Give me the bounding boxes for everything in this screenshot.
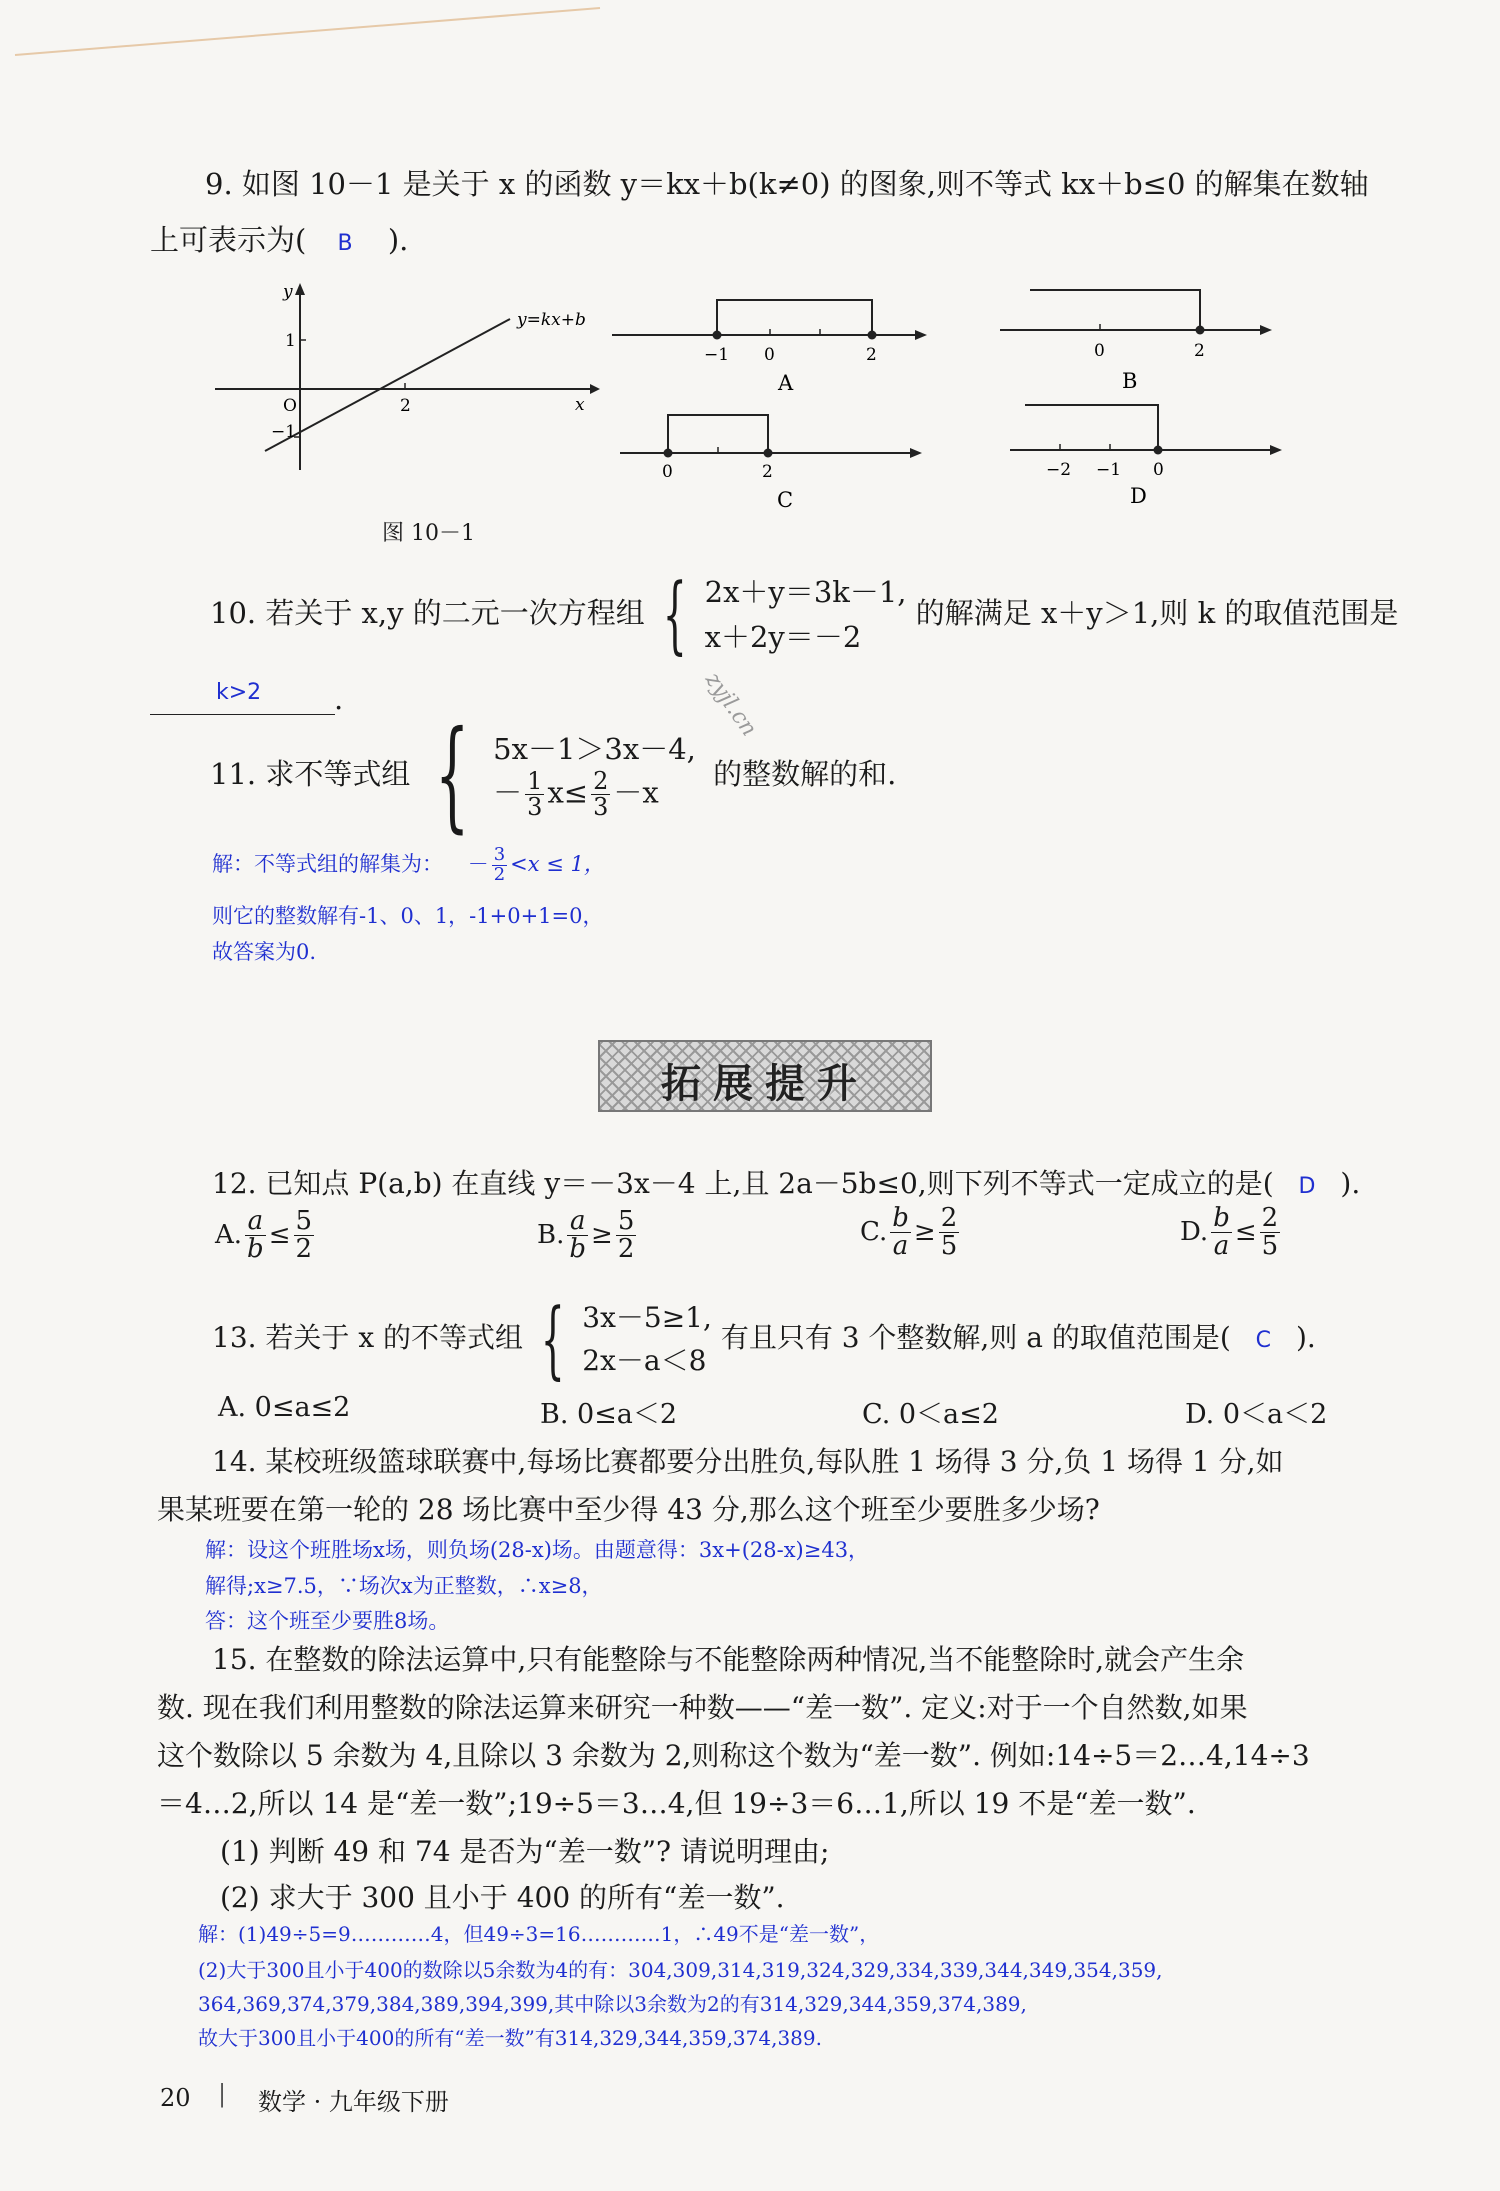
q12-opt-c-den2: 5 [940, 1231, 958, 1262]
q10-eq2: x＋2y＝－2 [704, 619, 862, 654]
q9-line2 [150, 218, 408, 259]
footer-separator: | [218, 2080, 227, 2108]
q15-part2: (2) 求大于 300 且小于 400 的所有“差一数”. [220, 1881, 785, 1914]
q12-opt-b-frac1 [567, 1208, 588, 1264]
q11-minus: － [493, 775, 523, 810]
q12-opt-a-num2: 5 [295, 1206, 313, 1236]
graph-origin: O [283, 396, 297, 416]
q12-opt-a-den: b [247, 1234, 264, 1265]
q12-opt-d-den: a [1213, 1231, 1230, 1262]
graph-line-label: y=kx+b [517, 310, 586, 330]
watermark: zyjl.cn [699, 668, 762, 741]
option-d-tick-neg1: −1 [1096, 460, 1122, 480]
q11-frac1-num: 1 [527, 767, 543, 796]
q12-pre: 12. 已知点 P(a,b) 在直线 y＝－3x－4 上,且 2a－5b≤0,则下列不等式一定成立的是( [212, 1167, 1274, 1200]
q12-opt-c-den: a [892, 1231, 909, 1262]
q12-opt-d-num2: 2 [1261, 1203, 1279, 1233]
q12-opt-d-den2: 5 [1261, 1231, 1279, 1262]
option-b-numberline [1000, 280, 1280, 395]
q11-sol-minus: － [467, 851, 489, 876]
q11-end: －x [613, 775, 659, 810]
q12-opt-a-frac2 [294, 1208, 315, 1264]
q12-opt-c-op: ≥ [913, 1216, 936, 1247]
graph-line-y-kx-b [265, 319, 510, 451]
q12-opt-a-op: ≤ [268, 1219, 291, 1250]
q11-brace: { [434, 706, 469, 845]
q13-post: 有且只有 3 个整数解,则 a 的取值范围是( [720, 1320, 1231, 1354]
q12-opt-b-den2: 2 [617, 1234, 635, 1265]
option-a-numberline [612, 290, 932, 405]
option-a-tick-0: 0 [764, 345, 775, 365]
q12-opt-d-frac2 [1260, 1205, 1281, 1261]
q12-option-a [215, 1208, 317, 1264]
q12-opt-a-label: A. [215, 1219, 243, 1250]
figure-caption: 图 10－1 [382, 521, 475, 546]
option-d-label: D [1130, 484, 1147, 508]
q14-line2: 果某班要在第一轮的 28 场比赛中至少得 43 分,那么这个班至少要胜多少场? [157, 1493, 1100, 1526]
q11-solution-line3: 故答案为0. [212, 940, 317, 964]
q13-brace: { [540, 1289, 565, 1388]
q11-sol-frac [492, 846, 507, 885]
q12-opt-b-frac2 [616, 1208, 637, 1264]
q11-sol-frac-num: 3 [493, 844, 506, 865]
q13-answer: C [1255, 1327, 1272, 1353]
q13-option-d: D. 0＜a＜2 [1185, 1399, 1328, 1430]
q13-line [212, 1289, 1316, 1388]
q12-opt-c-label: C. [860, 1216, 888, 1247]
q15-part1: (1) 判断 49 和 74 是否为“差一数”? 请说明理由; [220, 1835, 830, 1868]
book-title: 数学 · 九年级下册 [258, 2088, 449, 2116]
option-a-tick-neg1: −1 [704, 345, 730, 365]
q15-solution-line1: 解：(1)49÷5=9…………4，但49÷3=16…………1，∴49不是“差一数”， [198, 1922, 880, 1946]
q11-frac-1-3 [525, 769, 544, 820]
q11-frac-2-3 [591, 769, 610, 820]
q10-answer-blank [150, 678, 335, 715]
q12-opt-c-num2: 2 [940, 1203, 958, 1233]
q12-opt-d-frac1 [1211, 1205, 1232, 1261]
q12-opt-b-label: B. [537, 1219, 565, 1250]
q14-solution-line1: 解：设这个班胜场x场，则负场(28-x)场。由题意得：3x+(28-x)≥43， [205, 1538, 870, 1562]
q12-opt-b-num: a [567, 1208, 588, 1236]
q13-end: ). [1295, 1320, 1316, 1354]
option-d-tick-0: 0 [1153, 460, 1164, 480]
q9-line1: 9. 如图 10－1 是关于 x 的函数 y＝kx＋b(k≠0) 的图象,则不等式 kx＋b≤0 的解集在数轴 [205, 167, 1369, 201]
option-d-tick-neg2: −2 [1046, 460, 1072, 480]
q12-line [212, 1162, 1360, 1202]
graph-y-label: y [283, 282, 293, 302]
q9-line2-post: ). [387, 223, 409, 257]
q12-opt-d-num: b [1213, 1203, 1230, 1233]
q15-line1: 15. 在整数的除法运算中,只有能整除与不能整除两种情况,当不能整除时,就会产生余 [212, 1643, 1245, 1676]
q11-frac1-den: 3 [527, 793, 543, 822]
figure-10-1-graph [205, 275, 605, 475]
q13-pre: 13. 若关于 x 的不等式组 [212, 1320, 524, 1354]
q10-end: . [334, 682, 344, 716]
graph-tick-neg1: −1 [271, 422, 297, 442]
q15-line3: 这个数除以 5 余数为 4,且除以 3 余数为 2,则称这个数为“差一数”. 例如:14÷5＝2…4,14÷3 [157, 1739, 1310, 1772]
q15-line4: ＝4…2,所以 14 是“差一数”;19÷5＝3…4,但 19÷3＝6…1,所以 19 不是“差一数”. [157, 1787, 1196, 1820]
option-a-tick-2: 2 [866, 345, 877, 365]
q12-opt-b-num2: 5 [617, 1206, 635, 1236]
q12-opt-a-den2: 2 [295, 1234, 313, 1265]
graph-x-label: x [575, 395, 585, 415]
q11-frac2-den: 3 [593, 793, 609, 822]
option-d-numberline [1010, 395, 1290, 510]
section-banner [598, 1040, 932, 1112]
q11-solution-line2: 则它的整数解有-1、0、1，-1+0+1=0， [212, 904, 604, 928]
q12-opt-c-num: b [892, 1203, 909, 1233]
q10-answer: k>2 [216, 680, 262, 705]
q11-system [493, 731, 696, 820]
page-number: 20 [160, 2084, 191, 2112]
q12-post: ). [1340, 1167, 1361, 1200]
graph-tick-1: 1 [285, 331, 296, 351]
q10-line [210, 565, 1399, 664]
q12-opt-d-op: ≤ [1234, 1216, 1257, 1247]
q12-opt-b-op: ≥ [591, 1219, 613, 1250]
q13-option-c: C. 0＜a≤2 [862, 1399, 999, 1430]
q12-opt-d-label: D. [1180, 1216, 1209, 1247]
q11-mid: x≤ [547, 775, 589, 810]
section-banner-title: 拓展提升 [661, 1060, 869, 1107]
option-c-tick-0: 0 [662, 462, 673, 482]
option-b-tick-2: 2 [1194, 341, 1205, 361]
q14-solution-line3: 答：这个班至少要胜8场。 [205, 1609, 450, 1633]
q11-ineq2 [493, 769, 696, 820]
q12-opt-b-den: b [569, 1234, 587, 1265]
q11-sol-pre: 解：不等式组的解集为： [212, 851, 443, 876]
option-c-tick-2: 2 [762, 462, 773, 482]
q11-post: 的整数解的和. [713, 757, 897, 791]
q12-opt-a-num: a [245, 1208, 266, 1236]
q12-option-d [1180, 1205, 1283, 1261]
q11-ineq1: 5x－1＞3x－4, [493, 732, 696, 767]
q14-solution-line2: 解得;x≥7.5，∵场次x为正整数，∴x≥8， [205, 1574, 603, 1598]
q13-option-b: B. 0≤a＜2 [540, 1399, 678, 1430]
scan-edge-line [0, 0, 620, 70]
q13-option-a: A. 0≤a≤2 [218, 1392, 351, 1423]
q11-sol-post: <x ≤ 1， [510, 851, 605, 876]
q13-eq1: 3x－5≥1, [582, 1301, 712, 1334]
q12-opt-c-frac2 [939, 1205, 960, 1261]
graph-tick-2: 2 [400, 396, 411, 416]
q12-opt-a-frac1 [245, 1208, 266, 1264]
q15-solution-line4: 故大于300且小于400的所有“差一数”有314,329,344,359,374,389. [198, 2026, 822, 2050]
q9-line2-pre: 上可表示为( [150, 223, 307, 257]
q9-answer: B [337, 231, 353, 256]
q11-pre: 11. 求不等式组 [210, 757, 411, 791]
q11-sol-frac-den: 2 [493, 863, 506, 885]
option-b-label: B [1122, 369, 1138, 393]
graph-x-arrow [590, 384, 600, 394]
q12-option-b [537, 1208, 639, 1264]
q12-option-c [860, 1205, 962, 1261]
q10-system [705, 570, 907, 660]
q15-solution-line3: 364,369,374,379,384,389,394,399,其中除以3余数为2的有314,329,344,359,374,389, [198, 1992, 1027, 2016]
q10-pre: 10. 若关于 x,y 的二元一次方程组 [210, 595, 645, 630]
q13-eq2: 2x－a＜8 [582, 1344, 707, 1378]
q10-brace: { [662, 565, 687, 664]
q13-system [582, 1296, 712, 1383]
q11-line [210, 706, 897, 845]
q11-solution-line1 [212, 846, 605, 885]
q12-answer: D [1298, 1174, 1316, 1199]
option-c-label: C [777, 488, 794, 512]
q10-post: 的解满足 x＋y＞1,则 k 的取值范围是 [915, 595, 1399, 630]
option-a-label: A [778, 371, 794, 395]
q15-solution-line2: (2)大于300且小于400的数除以5余数为4的有：304,309,314,319,324,329,334,339,344,349,354,359, [198, 1958, 1163, 1982]
option-c-numberline [620, 405, 930, 515]
graph-y-arrow [295, 283, 305, 295]
q14-line1: 14. 某校班级篮球联赛中,每场比赛都要分出胜负,每队胜 1 场得 3 分,负 1 场得 1 分,如 [212, 1445, 1284, 1478]
option-b-tick-0: 0 [1094, 341, 1105, 361]
q15-line2: 数. 现在我们利用整数的除法运算来研究一种数——“差一数”. 定义:对于一个自然数,如果 [157, 1691, 1248, 1724]
q10-eq1: 2x＋y＝3k－1, [704, 575, 907, 609]
q11-frac2-num: 2 [593, 767, 609, 796]
q12-opt-c-frac1 [890, 1205, 911, 1261]
